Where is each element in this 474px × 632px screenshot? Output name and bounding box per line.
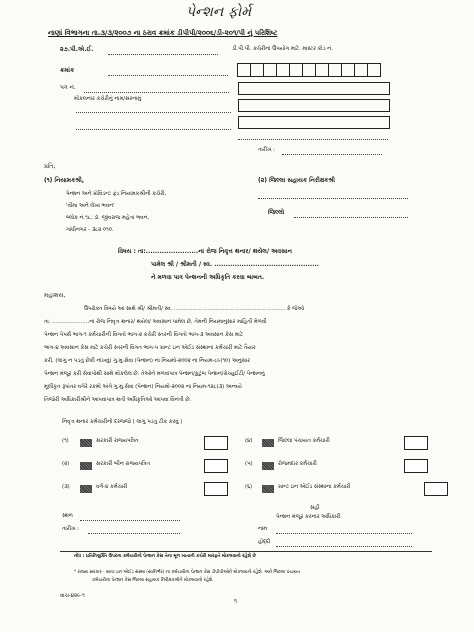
sender-office-line-2[interactable] (76, 129, 231, 130)
category-6-marker (262, 485, 274, 493)
category-6-label: ગ્રાન્ટ ઇન એઈડ સંસ્થાના કર્મચારી (278, 484, 351, 490)
office-code-label: ૨૭.પી.એ.ઈ. (60, 46, 94, 53)
category-3-marker (80, 485, 92, 493)
body-line-2: તા. ......................ના રોજ નિવૃત્ત થનાર/ થયેલ/ અવસાન પામેલ છે, તેમની નિયમાનુસાર માહિતી મેળવી (44, 319, 267, 325)
category-1-checkbox[interactable] (204, 436, 228, 450)
subject-line-3: ને મળવા પાત્ર પેન્શનની અધિકૃતિ કરવા બાબત. (151, 274, 265, 281)
body-line-1: ઉપરોક્ત વિષયે આ સાથે શ્રી/ શ્રીમતી/ સ્વ. .................................................................. કે જેઓ (84, 306, 304, 312)
category-prompt: નિવૃત્ત થનાર કર્મચારીનો દરજ્જો ( લાગુ પડતુ ટીક કરવું ) (62, 419, 183, 425)
category-2-marker (80, 462, 92, 470)
category-2-label: સરકારી બીન રાજ્યપત્રિત (96, 461, 150, 467)
district-line[interactable] (294, 217, 408, 218)
master-code-label: ડી.પી.પી. કચેરીના ઉપયોગ માટે. માસ્ટર કોડ નં. (232, 46, 333, 52)
body-line-6: પેન્શન મંજૂર કરી સેવાપોથી સાથે મોકલેલ છે. તેઓને મળવાપાત્ર પેન્શન/કુટુંબ પેન્શન/ગ્રેચ્યુઈટી/ પેન્શનનું (44, 371, 265, 377)
prati-label: પ્રતિ, (44, 163, 56, 170)
category-2-checkbox[interactable] (204, 459, 228, 473)
body-line-5: કરી, (લાગુ ન પડતું છેકી નાંખવું) ગુ.મુ.સેવા (પેન્શન) ના નિયમો-૨૦૦૨ ના નિયમ-૮૯(૧૦) અનુસાર (44, 358, 250, 364)
category-3-checkbox[interactable] (204, 482, 228, 496)
serial-number-label: ક્રમાંક (60, 67, 75, 74)
officer-name-line[interactable] (276, 533, 412, 534)
body-line-8: તિજોરી અધિકારીશ્રીને આપવાપાત્ર થતી અધિકૃતિઓ આપવા વિનંતી છે. (44, 397, 192, 403)
sender-office-line-3[interactable] (238, 139, 388, 140)
category-6-checkbox[interactable] (424, 482, 448, 496)
date-label-bottom: તારીખ : (62, 526, 79, 532)
district-label: જિલ્લો (268, 209, 285, 216)
category-5-checkbox[interactable] (404, 459, 428, 473)
category-6-num: (૬) (245, 484, 253, 490)
addressee-1-line-3: 'વીમા અને લેખા ભવન' (66, 203, 115, 209)
body-line-7: મૂલીકૃત રૂપાંતર વગેરે રકમો અંગે ગુ.મુ.સેવા (પેન્શન) નિયમો-૨૦૦૨ ના નિયમ-૧૨૮(૩) અન્વયે (44, 384, 242, 390)
subject-line-2: પામેલ શ્રી / શ્રીમતી / સ્વ. .............................................. (151, 261, 320, 268)
category-1-label: સરકારી રાજ્યપત્રિત (96, 438, 139, 444)
category-3-label: વર્ગ-૪ કર્મચારી (96, 484, 128, 490)
serial-number-line[interactable] (108, 75, 228, 76)
category-4-label: જિલ્લા પંચાયત કર્મચારી (278, 438, 330, 444)
category-2-num: (૨) (62, 461, 70, 467)
subject-line-1: વિષય : તા:.......................ના રોજ નિવૃત્ત થનાર/ થયેલ/ અવસાન (118, 248, 292, 255)
officer-name-label: નામ (258, 526, 267, 532)
addressee-2-title: (૨) જિલ્લા સહાયક નિરીક્ષકશ્રી (258, 177, 336, 184)
category-1-num: (૧) (62, 438, 69, 444)
note-main: નોંધ : પ્રતિનિયુક્તિ ઉપરના કર્મચારીનો પેન્શન કેસ તેના મૂળ ખાતાની કચેરી મારફતે મોકલવાનો રહેશે છે (74, 554, 256, 559)
office-code-line[interactable] (108, 54, 218, 55)
addressee-1-line-5: ગાંધીનગર - ૩૮૨ ૦૧૦. (66, 227, 114, 233)
notes-divider (60, 551, 432, 552)
letter-number-box[interactable] (238, 82, 390, 95)
category-5-marker (262, 462, 274, 470)
sender-office-line-1[interactable] (76, 112, 231, 113)
addressee-2-line-1[interactable] (258, 198, 408, 199)
letter-number-line[interactable] (84, 92, 229, 93)
addressee-1-line-4: બ્લોક નં.૧૮, ડૉ. જીવરાજ મહેતા ભવન, (66, 215, 150, 221)
master-code-boxes[interactable] (238, 63, 381, 77)
addressee-1-title: (૧) નિયામકશ્રી, (44, 177, 85, 184)
category-5-num: (૫) (245, 461, 253, 467)
officer-designation-label: હોદ્દો (258, 539, 271, 545)
sanctioning-officer-label: પેન્શન મંજૂર કરનાર અધિકારી (276, 514, 341, 520)
date-label-top: તારીખ : (258, 147, 275, 153)
addressee-1-line-2: પેન્શન અને પ્રોવિડન્ટ ફંડ નિયામકશ્રીની કચેરી, (66, 191, 167, 197)
category-3-num: (૩) (62, 484, 70, 490)
category-4-num: (૪) (245, 438, 253, 444)
sender-office-box-1[interactable] (238, 99, 390, 112)
page-number: ૧ (234, 598, 237, 605)
place-line[interactable] (80, 520, 180, 521)
sender-office-box-2[interactable] (238, 116, 390, 129)
date-line-bottom[interactable] (88, 533, 180, 534)
category-4-marker (262, 439, 274, 447)
body-line-3: પેન્શન પેપર્સ ભાગ-૧ કર્મચારીની વિગતો ભાગ-૨ કચેરી સ્તરની વિગતો ભાગ-૩ અવસાન કેસ માટે (44, 332, 243, 338)
body-line-4: ભાગ-૪ અવસાન કેસ માટે કચેરી સ્તરની વિગત ભાગ-૫ ગ્રાન્ટ ઇન એઈડ સંસ્થાના કર્મચારી માટે તૈયાર (44, 345, 256, 351)
signature-label: સહી (310, 505, 320, 511)
letter-number-label: પત્ર નં. (60, 84, 76, 91)
category-5-label: રોજમદાર કર્મચારી (278, 461, 317, 467)
category-4-checkbox[interactable] (404, 436, 428, 450)
note-b: કર્મચારીના પેન્શન કેસ જિલ્લા સહાયક નિરીક્ષકશ્રીને મોકલવાનો રહેશે. (92, 578, 214, 583)
note-a: * રાજ્ય સરકાર - ગ્રાન્ટ ઇન એઈડ સંસ્થા (સ્વનિર્ભર) ના કર્મચારીના પેન્શન કેસ ડીપીપીઓને મોકલવાનો રહેશે. અને જિલ્લા પંચાયત (74, 570, 301, 575)
form-code: વાચ-૪૨૯-૧ (60, 593, 85, 599)
circular-reference: નાણાં વિભાગના તા.૩/૩/૨૦૦૭ ના ઠરાવ ક્રમાંક ડીપીપી/૨૦૦૬/ડી-૨૦૧/પી નું પરિશિષ્ટ (48, 29, 278, 37)
handwritten-title: પેન્શન ફોર્મ (186, 4, 252, 20)
date-line-top[interactable] (282, 154, 382, 155)
category-1-marker (80, 439, 92, 447)
place-label: સ્થળ (62, 513, 73, 519)
officer-designation-line[interactable] (276, 546, 412, 547)
sender-office-label: મોકલનાર કચેરીનું નામ/સરનામું (74, 96, 142, 102)
salutation: મહાશય, (44, 292, 66, 299)
